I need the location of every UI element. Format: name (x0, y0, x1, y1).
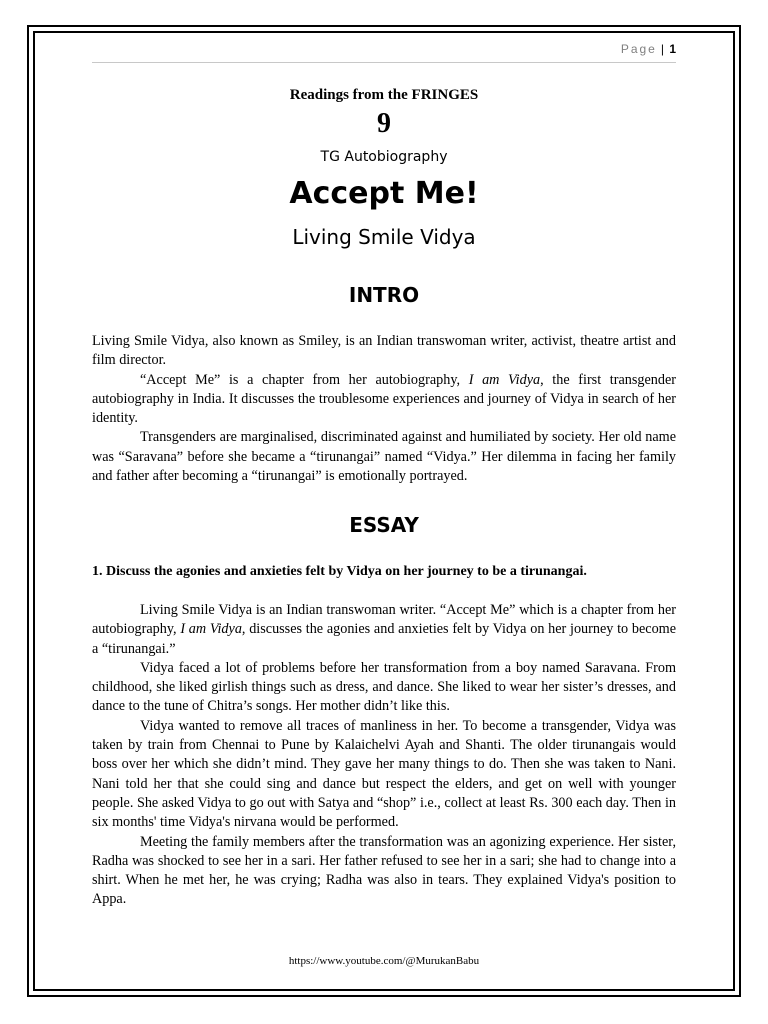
page-number: 1 (669, 42, 676, 56)
book-title-italic: I am Vidya (180, 621, 242, 638)
series-title: Readings from the FRINGES (289, 87, 479, 103)
text-span: , the first transgender autobiography in India. It discusses the troublesome experiences and journey of Vidya in search of her identity. (92, 371, 676, 427)
intro-heading: INTRO (348, 283, 420, 307)
text-span: Living Smile Vidya is an Indian transwoman writer. “Accept Me” which is a chapter from her autobiography, (92, 602, 676, 638)
essay-paragraph-3: Vidya wanted to remove all traces of manliness in her. To become a transgender, Vidya was taken by train from Chennai to Pune by Kalaichelvi Ayah and Shanti. The older tirunangais would boss over her which she didn’t mind. They gave her many things to do. Then she was taken to Nani. Nani told her that she could sing and dance but respect the elders, and get on well with younger people. She asked Vidya to go out with Satya and “shop” i.e., collect at least Rs. 300 each day. Then in six months' time Vidya's nirvana would be performed. (92, 717, 676, 831)
chapter-number: 9 (377, 108, 391, 139)
intro-paragraph-2 (92, 371, 676, 429)
essay-heading: ESSAY (349, 513, 419, 537)
intro-body (92, 332, 676, 486)
text-span: , discusses the agonies and anxieties felt by Vidya on her journey to become a “tirunangai.” (92, 621, 676, 657)
author-name: Living Smile Vidya (292, 225, 476, 249)
text-span: “Accept Me” is a chapter from her autobiography, (140, 371, 469, 388)
page-header (92, 42, 676, 63)
essay-paragraph-2: Vidya faced a lot of problems before her transformation from a boy named Saravana. From childhood, she liked girlish things such as dress, and dance. She liked to wear her sister’s dresses, and dance to the tune of Chitra’s songs. Her mother didn’t like this. (92, 659, 676, 715)
intro-paragraph-1: Living Smile Vidya, also known as Smiley, is an Indian transwoman writer, activist, theatre artist and film director. (92, 333, 676, 369)
footer-url: https://www.youtube.com/@MurukanBabu (288, 955, 480, 967)
page-label: Page (620, 42, 657, 56)
essay-paragraph-4: Meeting the family members after the transformation was an agonizing experience. Her sister, Radha was shocked to see her in a sari. Her father refused to see her in a sari; she had to change into a shirt. When he met her, he was crying; Radha was also in tears. They explained Vidya's position to Appa. (92, 833, 676, 908)
chapter-category: TG Autobiography (320, 149, 448, 165)
chapter-title: Accept Me! (289, 176, 479, 211)
essay-body (92, 601, 676, 910)
book-title-italic: I am Vidya (468, 371, 541, 388)
page-separator: | (660, 42, 664, 56)
essay-paragraph-1 (92, 601, 676, 659)
essay-question: 1. Discuss the agonies and anxieties felt by Vidya on her journey to be a tirunangai. (92, 564, 587, 579)
intro-paragraph-3: Transgenders are marginalised, discriminated against and humiliated by society. Her old name was “Saravana” before she became a “tirunangai” named “Vidya.” Her dilemma in facing her family and father after becoming a “tirunangai” is emotionally portrayed. (92, 429, 676, 485)
